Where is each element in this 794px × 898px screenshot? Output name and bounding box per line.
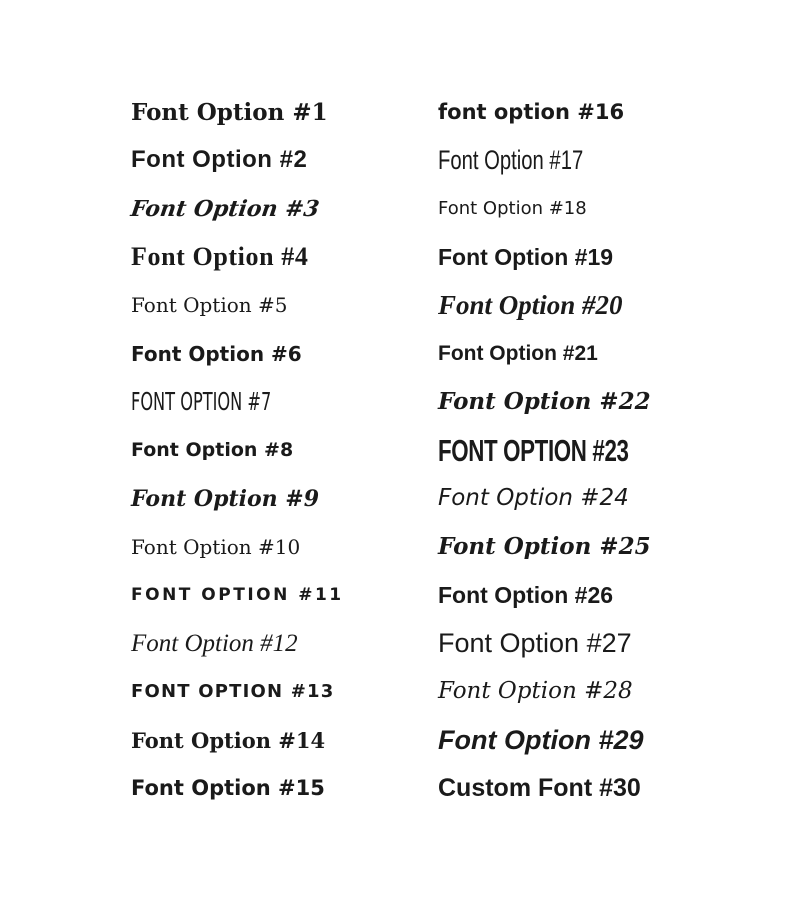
- font-option-25: Font Option #25: [438, 533, 651, 561]
- font-option-19: Font Option #19: [438, 243, 614, 270]
- font-option-20: Font Option #20: [438, 289, 623, 320]
- font-option-9: Font Option #9: [131, 485, 320, 512]
- font-option-14: Font Option #14: [131, 727, 326, 753]
- font-option-22: Font Option #22: [438, 388, 651, 416]
- font-option-29: Font Option #29: [438, 724, 644, 755]
- font-option-10: Font Option #10: [131, 534, 301, 559]
- font-options-left-column: [131, 88, 411, 812]
- font-option-24: Font Option #24: [438, 485, 629, 512]
- font-option-15: Font Option #15: [131, 775, 325, 800]
- font-option-4: Font Option #4: [131, 242, 309, 272]
- custom-font-30: Custom Font #30: [438, 773, 641, 802]
- font-option-18: Font Option #18: [438, 197, 587, 219]
- font-option-11: FONT OPTION #11: [131, 584, 344, 605]
- font-option-28: Font Option #28: [438, 678, 633, 705]
- font-options-right-column: [438, 88, 738, 812]
- font-option-7: FONT OPTION #7: [131, 387, 272, 417]
- font-option-5: Font Option #5: [131, 293, 288, 318]
- font-option-26: Font Option #26: [438, 581, 614, 608]
- font-option-17: Font Option #17: [438, 144, 584, 175]
- font-option-3: Font Option #3: [129, 195, 321, 222]
- font-option-1: Font Option #1: [131, 98, 328, 126]
- font-option-21: Font Option #21: [438, 342, 598, 366]
- font-option-27: Font Option #27: [438, 627, 632, 658]
- font-option-6: Font Option #6: [131, 341, 302, 366]
- font-option-13: FONT OPTION #13: [131, 680, 335, 702]
- font-option-12: Font Option #12: [131, 629, 298, 657]
- font-option-2: Font Option #2: [131, 146, 308, 174]
- font-option-16: font option #16: [438, 99, 625, 124]
- font-option-23: FONT OPTION #23: [438, 432, 629, 468]
- font-option-8: Font Option #8: [131, 438, 294, 461]
